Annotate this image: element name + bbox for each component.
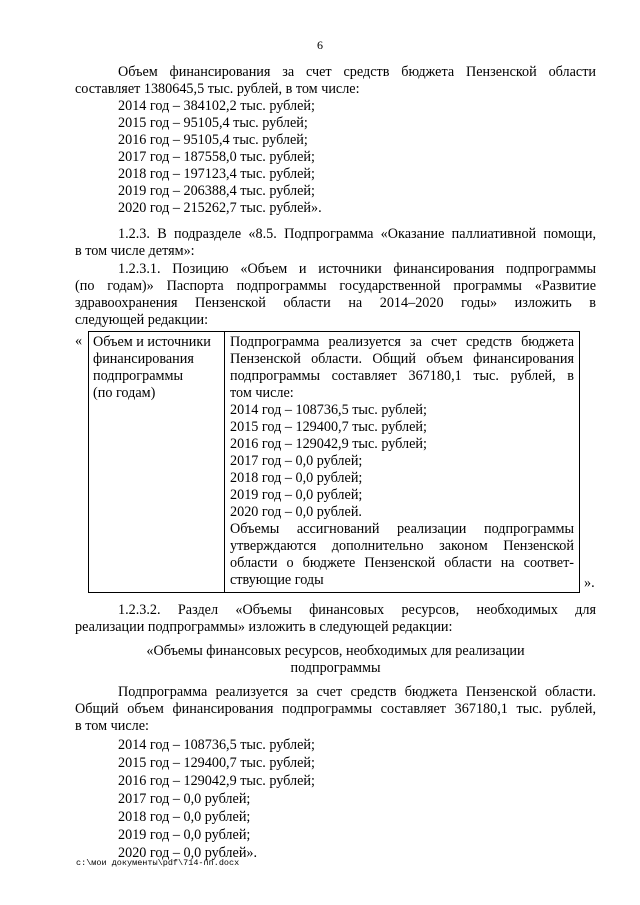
year-line: 2019 год – 206388,4 тыс. рублей; bbox=[118, 183, 315, 199]
table-right-cell-line: Подпрограмма реализуется за счет средств бюджета bbox=[230, 334, 574, 350]
table-right-cell-line: подпрограммы составляет 367180,1 тыс. рублей, в bbox=[230, 368, 574, 384]
intro-line-2: составляет 1380645,5 тыс. рублей, в том числе: bbox=[75, 81, 360, 97]
year-line: 2020 год – 215262,7 тыс. рублей». bbox=[118, 200, 322, 216]
year-line: 2020 год – 0,0 рублей». bbox=[118, 845, 258, 861]
table-right-cell-line: 2020 год – 0,0 рублей. bbox=[230, 504, 362, 520]
table-column-divider bbox=[224, 331, 225, 593]
year-line: 2019 год – 0,0 рублей; bbox=[118, 827, 251, 843]
table-right-cell-line: ствующие годы bbox=[230, 572, 324, 588]
year-line: 2016 год – 129042,9 тыс. рублей; bbox=[118, 773, 315, 789]
table-right-cell-line: 2014 год – 108736,5 тыс. рублей; bbox=[230, 402, 427, 418]
table-close-quote: ». bbox=[584, 575, 595, 591]
section-1-2-3-1-line-2: (по годам)» Паспорта подпрограммы государственной программы «Развитие bbox=[75, 278, 596, 294]
section-1-2-3-line-2: в том числе детям»: bbox=[75, 243, 195, 259]
section-1-2-3-line-1: 1.2.3. В подразделе «8.5. Подпрограмма «Оказание паллиативной помощи, bbox=[118, 226, 596, 242]
year-line: 2015 год – 95105,4 тыс. рублей; bbox=[118, 115, 308, 131]
footer-file-path: c:\мои документы\pdf\714-пп.docx bbox=[76, 858, 240, 868]
table-left-cell-line: (по годам) bbox=[93, 385, 156, 401]
section-1-2-3-1-line-1: 1.2.3.1. Позицию «Объем и источники финансирования подпрограммы bbox=[118, 261, 596, 277]
intro-line-1: Объем финансирования за счет средств бюджета Пензенской области bbox=[118, 64, 596, 80]
table-left-cell-line: подпрограммы bbox=[93, 368, 183, 384]
section-1-2-3-2-line-1: 1.2.3.2. Раздел «Объемы финансовых ресурсов, необходимых для bbox=[118, 602, 596, 618]
year-line: 2017 год – 0,0 рублей; bbox=[118, 791, 251, 807]
table-right-cell-line: области о бюджете Пензенской области на соответ- bbox=[230, 555, 574, 571]
table-right-cell-line: том числе: bbox=[230, 385, 294, 401]
table-right-cell-line: 2018 год – 0,0 рублей; bbox=[230, 470, 363, 486]
bottom-line-1: Подпрограмма реализуется за счет средств бюджета Пензенской области. bbox=[118, 684, 596, 700]
bottom-line-2: Общий объем финансирования подпрограммы составляет 367180,1 тыс. рублей, bbox=[75, 701, 596, 717]
year-line: 2018 год – 0,0 рублей; bbox=[118, 809, 251, 825]
table-right-cell-line: утверждаются дополнительно законом Пензенской bbox=[230, 538, 574, 554]
table-open-quote: « bbox=[75, 333, 83, 349]
section-1-2-3-1-line-4: следующей редакции: bbox=[75, 312, 209, 328]
page-number: 6 bbox=[317, 38, 323, 52]
bottom-line-3: в том числе: bbox=[75, 718, 149, 734]
table-right-cell-line: 2019 год – 0,0 рублей; bbox=[230, 487, 363, 503]
section-1-2-3-2-line-2: реализации подпрограммы» изложить в следующей редакции: bbox=[75, 619, 453, 635]
table-right-cell-line: 2016 год – 129042,9 тыс. рублей; bbox=[230, 436, 427, 452]
year-line: 2016 год – 95105,4 тыс. рублей; bbox=[118, 132, 308, 148]
section-1-2-3-1-line-3: здравоохранения Пензенской области на 2014–2020 годы» изложить в bbox=[75, 295, 596, 311]
table-right-cell-line: Объемы ассигнований реализации подпрограммы bbox=[230, 521, 574, 537]
section-heading-line-2: подпрограммы bbox=[290, 660, 381, 676]
year-line: 2017 год – 187558,0 тыс. рублей; bbox=[118, 149, 315, 165]
table-left-cell-line: финансирования bbox=[93, 351, 194, 367]
year-line: 2018 год – 197123,4 тыс. рублей; bbox=[118, 166, 315, 182]
table-right-cell-line: 2017 год – 0,0 рублей; bbox=[230, 453, 363, 469]
year-line: 2014 год – 108736,5 тыс. рублей; bbox=[118, 737, 315, 753]
year-line: 2014 год – 384102,2 тыс. рублей; bbox=[118, 98, 315, 114]
section-heading-line-1: «Объемы финансовых ресурсов, необходимых для реализации bbox=[146, 643, 525, 659]
table-right-cell-line: 2015 год – 129400,7 тыс. рублей; bbox=[230, 419, 427, 435]
table-left-cell-line: Объем и источники bbox=[93, 334, 211, 350]
year-line: 2015 год – 129400,7 тыс. рублей; bbox=[118, 755, 315, 771]
table-right-cell-line: Пензенской области. Общий объем финансирования bbox=[230, 351, 574, 367]
